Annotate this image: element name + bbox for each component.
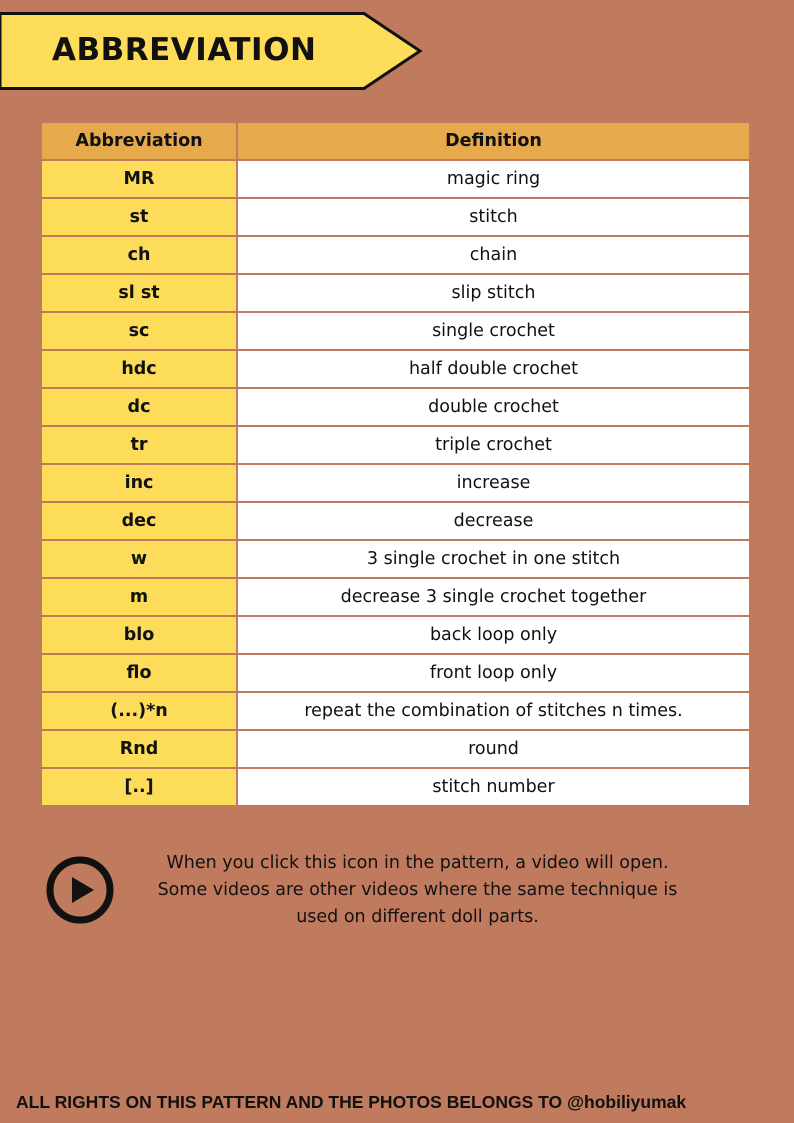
table-row bbox=[41, 616, 750, 654]
definition-cell: back loop only bbox=[237, 616, 750, 654]
table-row bbox=[41, 274, 750, 312]
definition-cell: stitch number bbox=[237, 768, 750, 806]
definition-cell: double crochet bbox=[237, 388, 750, 426]
abbreviation-cell: dc bbox=[41, 388, 237, 426]
definition-cell: front loop only bbox=[237, 654, 750, 692]
video-note-line: When you click this icon in the pattern, a video will open. bbox=[166, 853, 669, 873]
abbreviation-cell: inc bbox=[41, 464, 237, 502]
definition-cell: single crochet bbox=[237, 312, 750, 350]
copyright-footer: ALL RIGHTS ON THIS PATTERN AND THE PHOTOS BELONGS TO @hobiliyumak bbox=[16, 1092, 687, 1112]
definition-cell: round bbox=[237, 730, 750, 768]
title-banner bbox=[0, 12, 426, 90]
table-row bbox=[41, 692, 750, 730]
table-row bbox=[41, 160, 750, 198]
abbreviation-cell: MR bbox=[41, 160, 237, 198]
abbreviation-cell: sc bbox=[41, 312, 237, 350]
definition-cell: decrease bbox=[237, 502, 750, 540]
definition-cell: half double crochet bbox=[237, 350, 750, 388]
table-row bbox=[41, 578, 750, 616]
table-row bbox=[41, 388, 750, 426]
abbreviation-cell: w bbox=[41, 540, 237, 578]
page-title: ABBREVIATION bbox=[52, 32, 317, 68]
abbreviation-cell: st bbox=[41, 198, 237, 236]
table-row bbox=[41, 768, 750, 806]
table-row bbox=[41, 236, 750, 274]
abbreviation-cell: m bbox=[41, 578, 237, 616]
abbreviation-cell: [..] bbox=[41, 768, 237, 806]
table-row bbox=[41, 502, 750, 540]
abbreviation-cell: tr bbox=[41, 426, 237, 464]
definition-cell: triple crochet bbox=[237, 426, 750, 464]
abbreviation-table bbox=[40, 121, 751, 807]
video-note bbox=[120, 850, 715, 931]
table-row bbox=[41, 350, 750, 388]
table-header-row bbox=[41, 122, 750, 160]
definition-cell: 3 single crochet in one stitch bbox=[237, 540, 750, 578]
video-note-line: used on different doll parts. bbox=[296, 907, 539, 927]
column-header-definition: Definition bbox=[237, 122, 750, 160]
definition-cell: magic ring bbox=[237, 160, 750, 198]
definition-cell: chain bbox=[237, 236, 750, 274]
table-row bbox=[41, 540, 750, 578]
abbreviation-cell: dec bbox=[41, 502, 237, 540]
abbreviation-cell: sl st bbox=[41, 274, 237, 312]
definition-cell: slip stitch bbox=[237, 274, 750, 312]
abbreviation-cell: hdc bbox=[41, 350, 237, 388]
video-note-line: Some videos are other videos where the same technique is bbox=[157, 880, 678, 900]
definition-cell: repeat the combination of stitches n times. bbox=[237, 692, 750, 730]
definition-cell: increase bbox=[237, 464, 750, 502]
abbreviation-cell: flo bbox=[41, 654, 237, 692]
table-row bbox=[41, 464, 750, 502]
abbreviation-cell: (...)*n bbox=[41, 692, 237, 730]
definition-cell: stitch bbox=[237, 198, 750, 236]
table-row bbox=[41, 654, 750, 692]
table-row bbox=[41, 730, 750, 768]
column-header-abbreviation: Abbreviation bbox=[41, 122, 237, 160]
abbreviation-cell: blo bbox=[41, 616, 237, 654]
table-row bbox=[41, 312, 750, 350]
definition-cell: decrease 3 single crochet together bbox=[237, 578, 750, 616]
play-icon bbox=[45, 855, 115, 925]
table-row bbox=[41, 426, 750, 464]
table-row bbox=[41, 198, 750, 236]
abbreviation-cell: Rnd bbox=[41, 730, 237, 768]
abbreviation-cell: ch bbox=[41, 236, 237, 274]
